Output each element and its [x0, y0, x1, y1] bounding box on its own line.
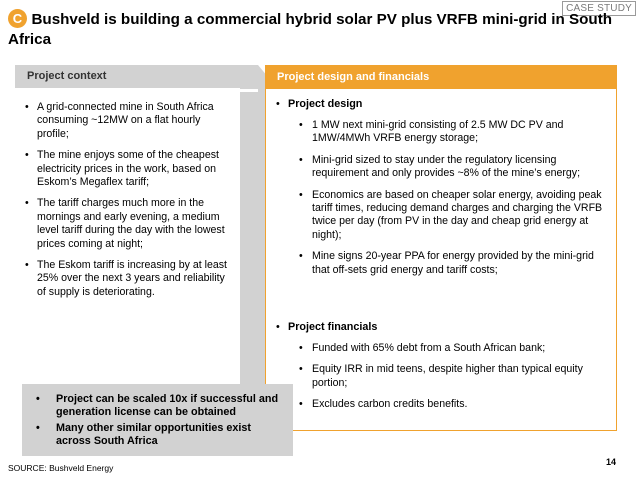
list-item: • Economics are based on cheaper solar energy, avoiding peak tariff times, reducing demand charges and charging the VRFB twice per day (from PV in the day and cheap grid energy at night); [266, 189, 618, 243]
list-item: • The tariff charges much more in the mornings and early evening, a medium level tariff during the day with the lowest prices coming at night; [25, 197, 235, 251]
section-heading: • Project design [266, 97, 618, 111]
list-item: • 1 MW next mini-grid consisting of 2.5 MW DC PV and 1MW/4MWh VRFB energy storage; [266, 119, 618, 146]
list-item: • The mine enjoys some of the cheapest electricity prices in the work, based on Eskom’s Megaflex tariff; [25, 149, 235, 189]
page-title: Bushveld is building a commercial hybrid solar PV plus VRFB mini-grid in South Africa [8, 11, 613, 48]
list-item: • Mini-grid sized to stay under the regulatory licensing requirement and only provides ~8% of the mine’s energy; [266, 154, 618, 181]
list-item: • The Eskom tariff is increasing by at least 25% over the next 3 years and reliability of supply is deteriorating. [25, 259, 235, 299]
project-context-body [15, 91, 258, 430]
source-note: SOURCE: Bushveld Energy [8, 463, 114, 473]
list-item: • Mine signs 20-year PPA for energy provided by the mini-grid that off-sets grid energy and tariff costs; [266, 250, 618, 277]
callout-list [30, 393, 285, 449]
project-context-list [25, 101, 235, 307]
list-item: • Funded with 65% debt from a South African bank; [266, 342, 618, 355]
project-design-panel [265, 65, 617, 431]
project-design-list [266, 119, 618, 277]
title-area [8, 10, 628, 50]
section-heading: • Project financials [266, 320, 618, 334]
page-number: 14 [605, 457, 616, 467]
list-item: • Excludes carbon credits benefits. [266, 398, 618, 411]
list-item: • Equity IRR in mid teens, despite higher than typical equity portion; [266, 363, 618, 390]
project-financials-list [266, 342, 618, 412]
project-context-header: Project context [15, 65, 258, 88]
project-financials-section [266, 320, 618, 420]
callout-box [22, 384, 293, 456]
project-design-header: Project design and financials [265, 65, 617, 89]
project-context-panel [15, 65, 258, 430]
project-design-section [266, 97, 618, 285]
section-badge: C [8, 9, 27, 28]
case-study-label: CASE STUDY [562, 1, 636, 16]
list-item: • A grid-connected mine in South Africa consuming ~12MW on a flat hourly profile; [25, 101, 235, 141]
callout-item: • Project can be scaled 10x if successful and generation license can be obtained [30, 393, 285, 420]
project-design-body [265, 89, 617, 431]
callout-item: • Many other similar opportunities exist across South Africa [30, 422, 285, 449]
